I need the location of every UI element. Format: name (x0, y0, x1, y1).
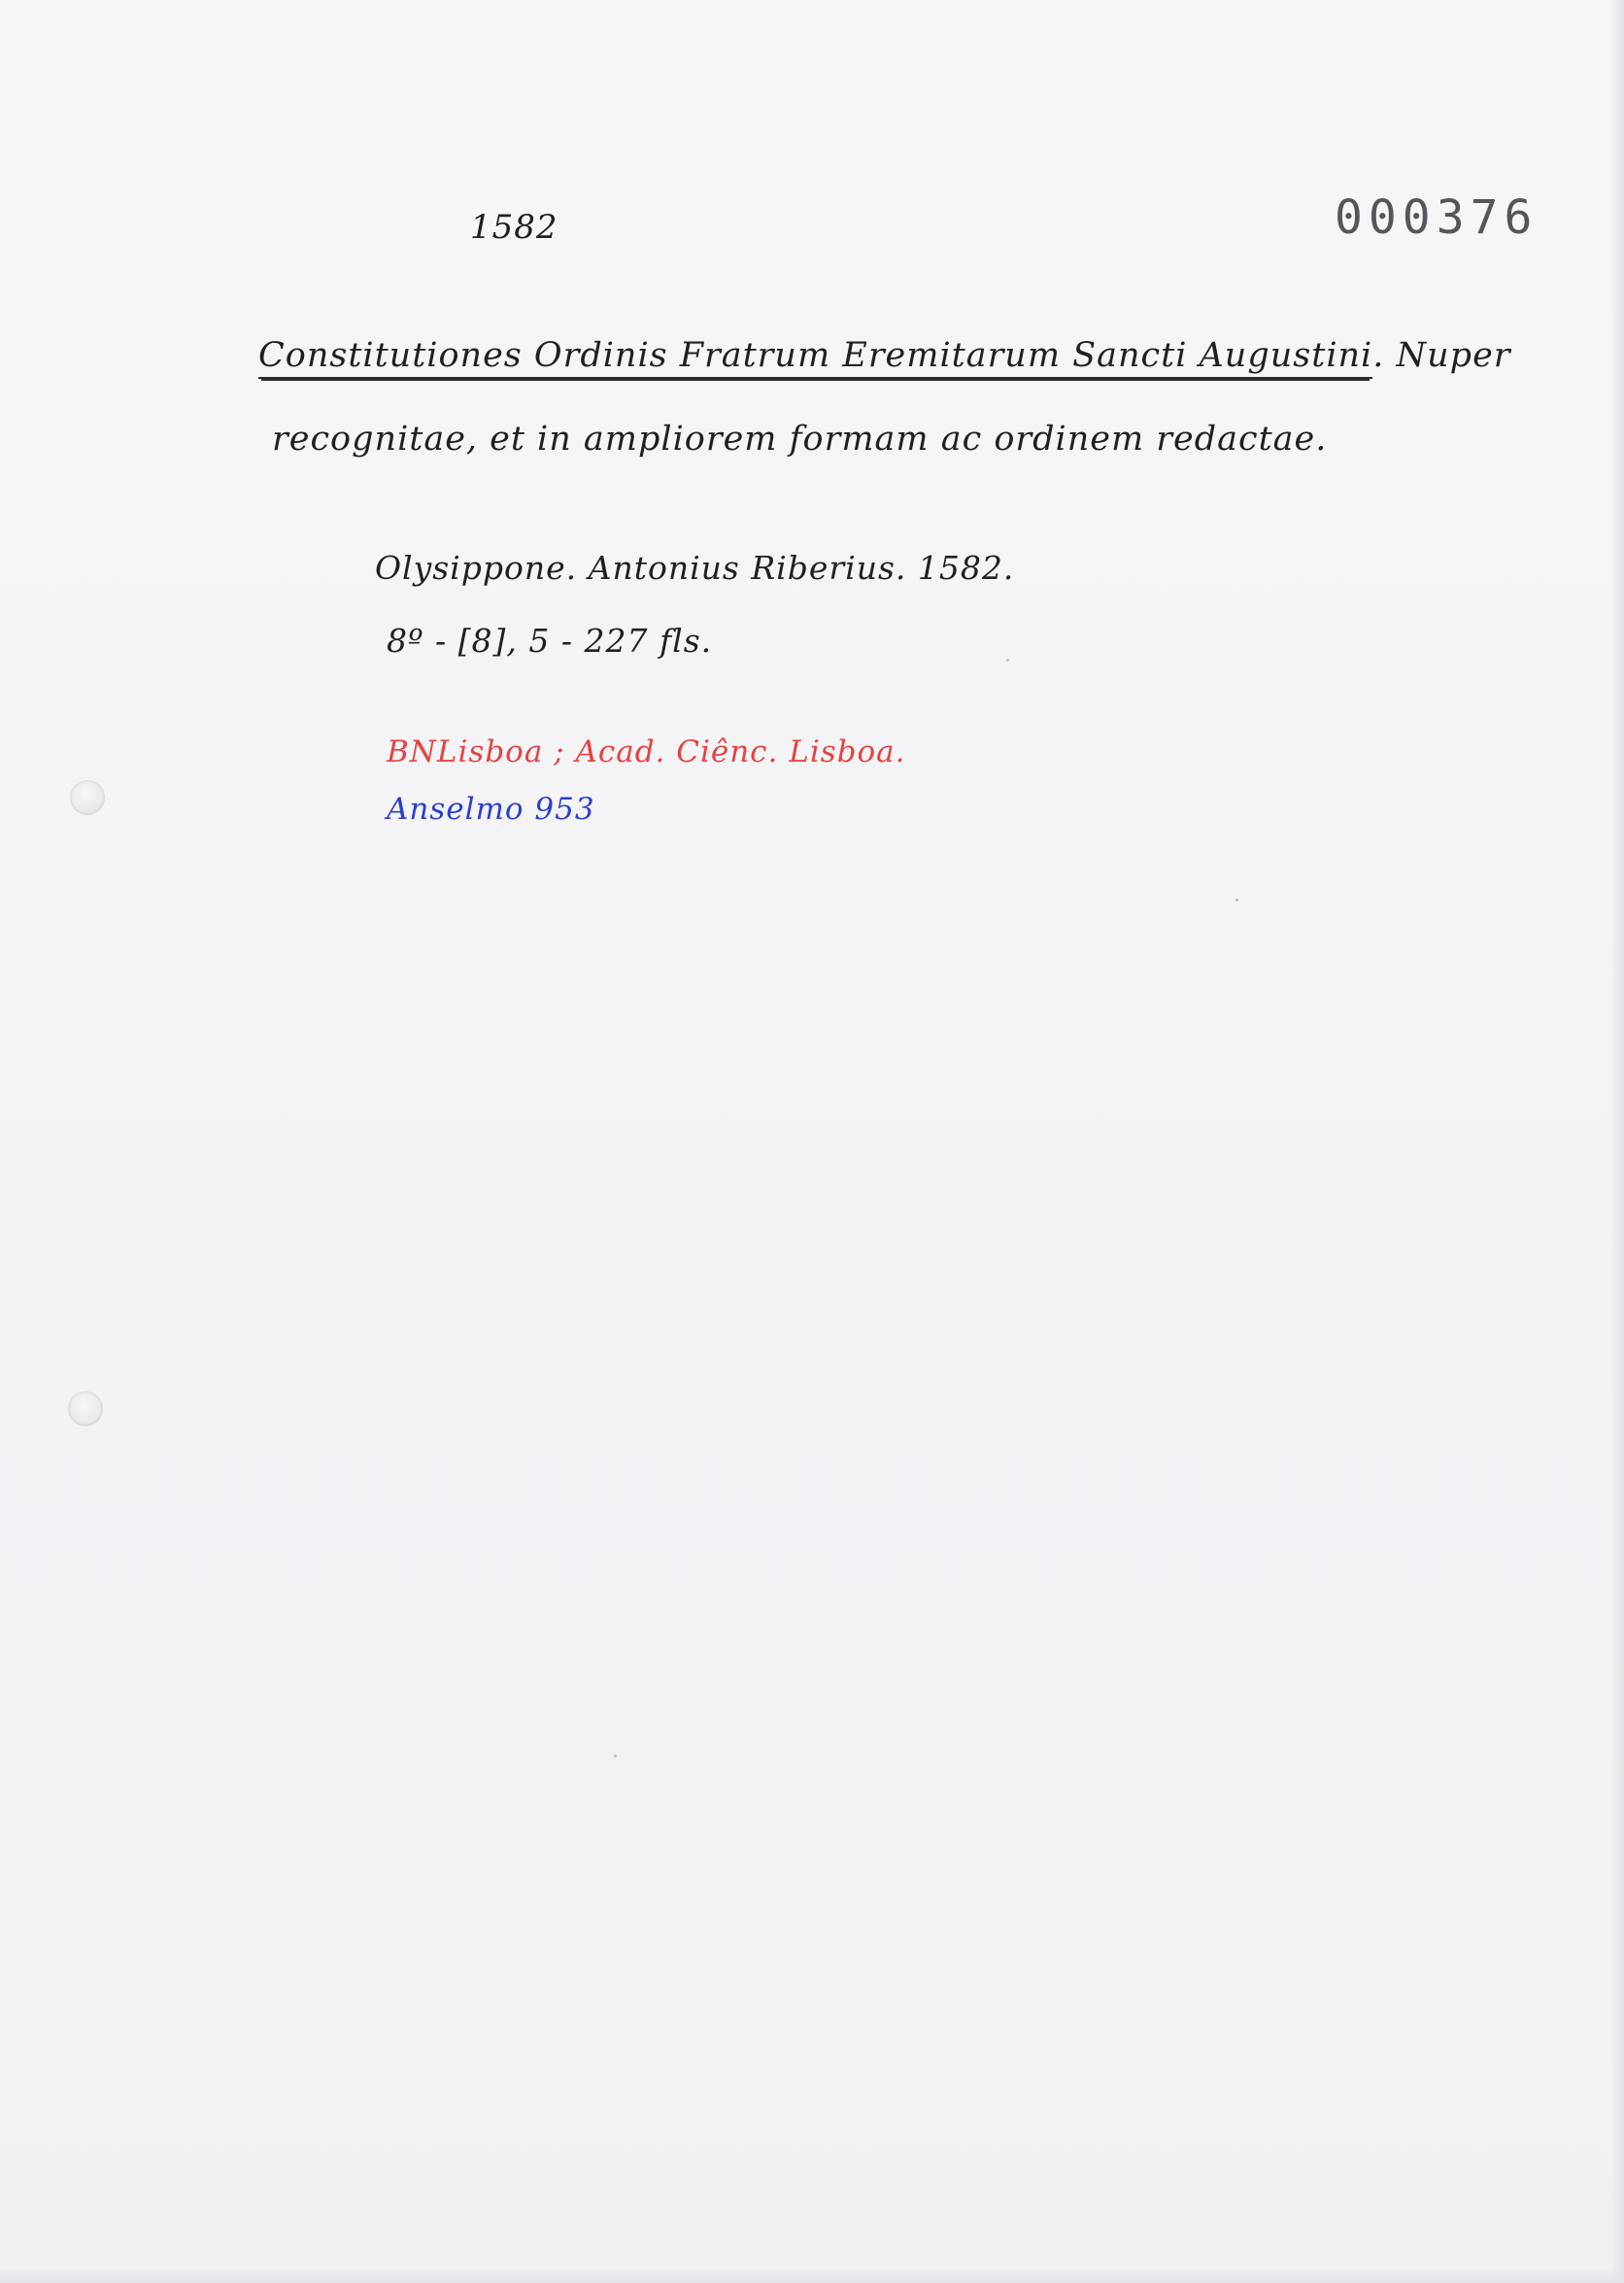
year-heading: 1582 (470, 208, 558, 247)
reference-line: Anselmo 953 (387, 792, 595, 827)
scan-edge-right (1610, 0, 1624, 2283)
paper-speck (614, 1755, 617, 1757)
paper-speck (1235, 899, 1238, 902)
stamp-number: 000376 (1335, 190, 1539, 245)
imprint-line: Olysippone. Antonius Riberius. 1582. (375, 549, 1015, 587)
title-line-2: recognitae, et in ampliorem formam ac ordinem redactae. (272, 420, 1328, 459)
title-line-1 (258, 336, 1511, 379)
punch-hole-lower (68, 1391, 103, 1426)
title-continuation: . Nuper (1372, 336, 1511, 375)
holdings-line: BNLisboa ; Acad. Ciênc. Lisboa. (387, 734, 906, 769)
collation-line: 8º - [8], 5 - 227 fls. (387, 622, 713, 660)
paper-speck (1006, 659, 1009, 662)
title-underlined: Constitutiones Ordinis Fratrum Eremitarum Sancti Augustini (258, 336, 1372, 379)
punch-hole-upper (70, 780, 105, 815)
scan-edge-bottom (0, 2269, 1624, 2283)
